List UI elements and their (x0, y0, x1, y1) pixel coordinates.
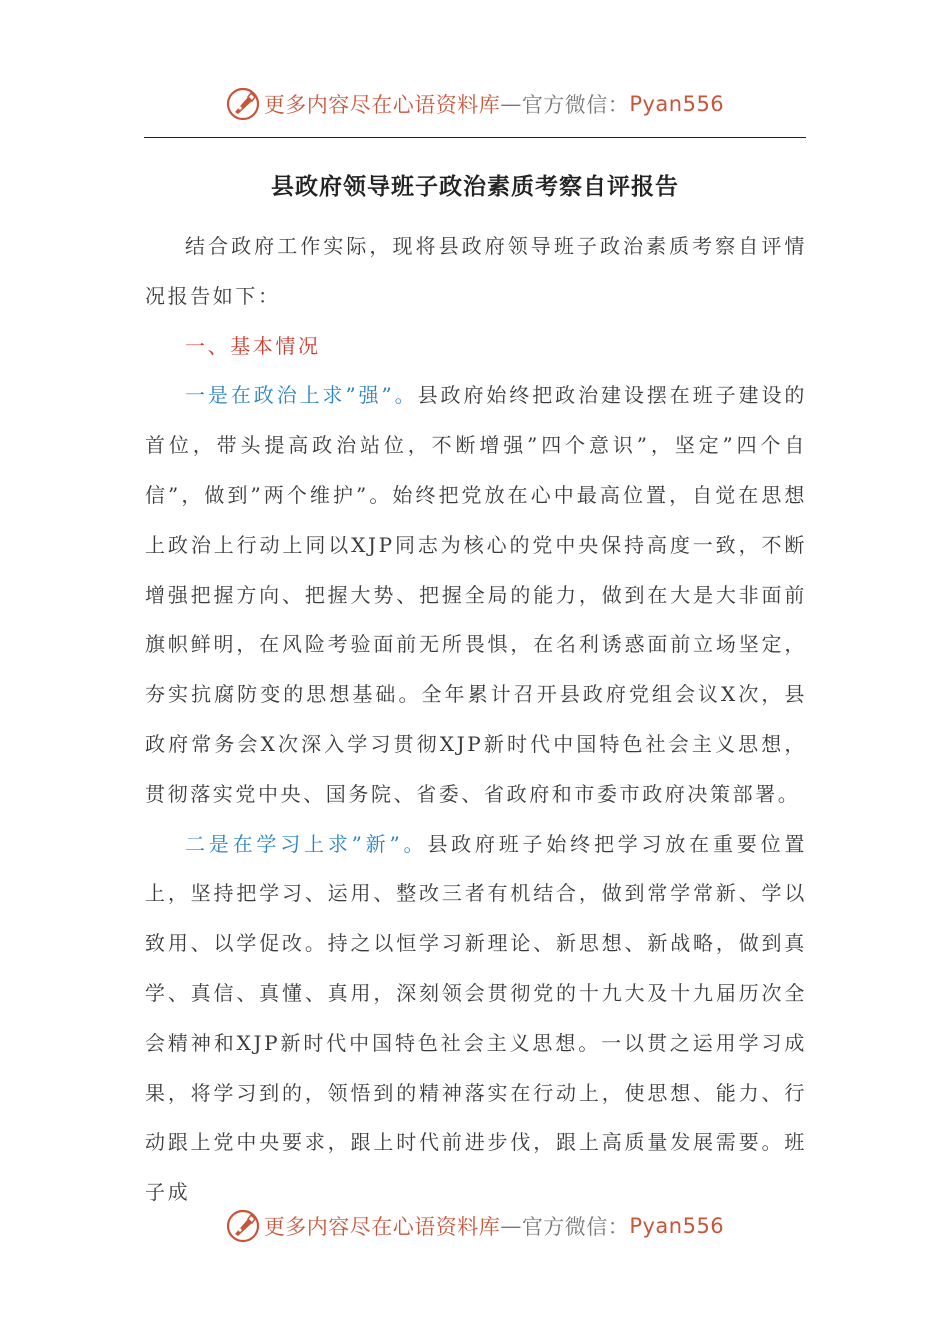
paragraph-learning (145, 820, 807, 1218)
pen-nib-logo-icon (226, 1209, 260, 1243)
banner-wechat-label: 官方微信： (521, 1215, 630, 1239)
paragraph-lead: 一是在政治上求”强”。 (185, 383, 418, 408)
paragraph-lead: 二是在学习上求”新”。 (185, 831, 428, 856)
paragraph-body: 县政府班子始终把学习放在重要位置上，坚持把学习、运用、整改三者有机结合，做到常学常新、学以致用、以学促改。持之以恒学习新理论、新思想、新战略，做到真学、真信、真懂、真用，深刻领会贯彻党的十九大及十九届历次全会精神和XJP新时代中国特色社会主义思想。一以贯之运用学习成果，将学习到的，领悟到的精神落实在行动上，使思想、能力、行动跟上党中央要求，跟上时代前进步伐，跟上高质量发展需要。班子成 (145, 831, 807, 1205)
banner-wechat-label: 官方微信： (521, 93, 630, 117)
section-heading: 一、基本情况 (185, 333, 321, 358)
intro-paragraph: 结合政府工作实际，现将县政府领导班子政治素质考察自评情况报告如下： (145, 234, 807, 308)
document-title: 县政府领导班子政治素质考察自评报告 (271, 173, 679, 200)
banner-text: 更多内容尽在心语资料库 (263, 93, 501, 117)
footer-banner (0, 1206, 950, 1246)
paragraph-body: 县政府始终把政治建设摆在班子建设的首位，带头提高政治站位，不断增强”四个意识”，坚定”四个自信”，做到”两个维护”。始终把党放在心中最高位置，自觉在思想上政治上行动上同以XJP同志为核心的党中央保持高度一致，不断增强把握方向、把握大势、把握全局的能力，做到在大是大非面前旗帜鲜明，在风险考验面前无所畏惧，在名利诱惑面前立场坚定，夯实抗腐防变的思想基础。全年累计召开县政府党组会议X次，县政府常务会X次深入学习贯彻XJP新时代中国特色社会主义思想，贯彻落实党中央、国务院、省委、省政府和市委市政府决策部署。 (145, 383, 807, 806)
header-divider (144, 137, 806, 138)
banner-text: 更多内容尽在心语资料库 (263, 1215, 501, 1239)
paragraph-politics (145, 371, 807, 819)
header-banner (0, 84, 950, 124)
banner-wechat-id: Pyan556 (629, 92, 725, 116)
banner-wechat-id: Pyan556 (629, 1214, 725, 1238)
document-body (145, 222, 807, 1218)
banner-dash: — (500, 1214, 522, 1238)
banner-dash: — (500, 92, 522, 116)
pen-nib-logo-icon (226, 87, 260, 121)
